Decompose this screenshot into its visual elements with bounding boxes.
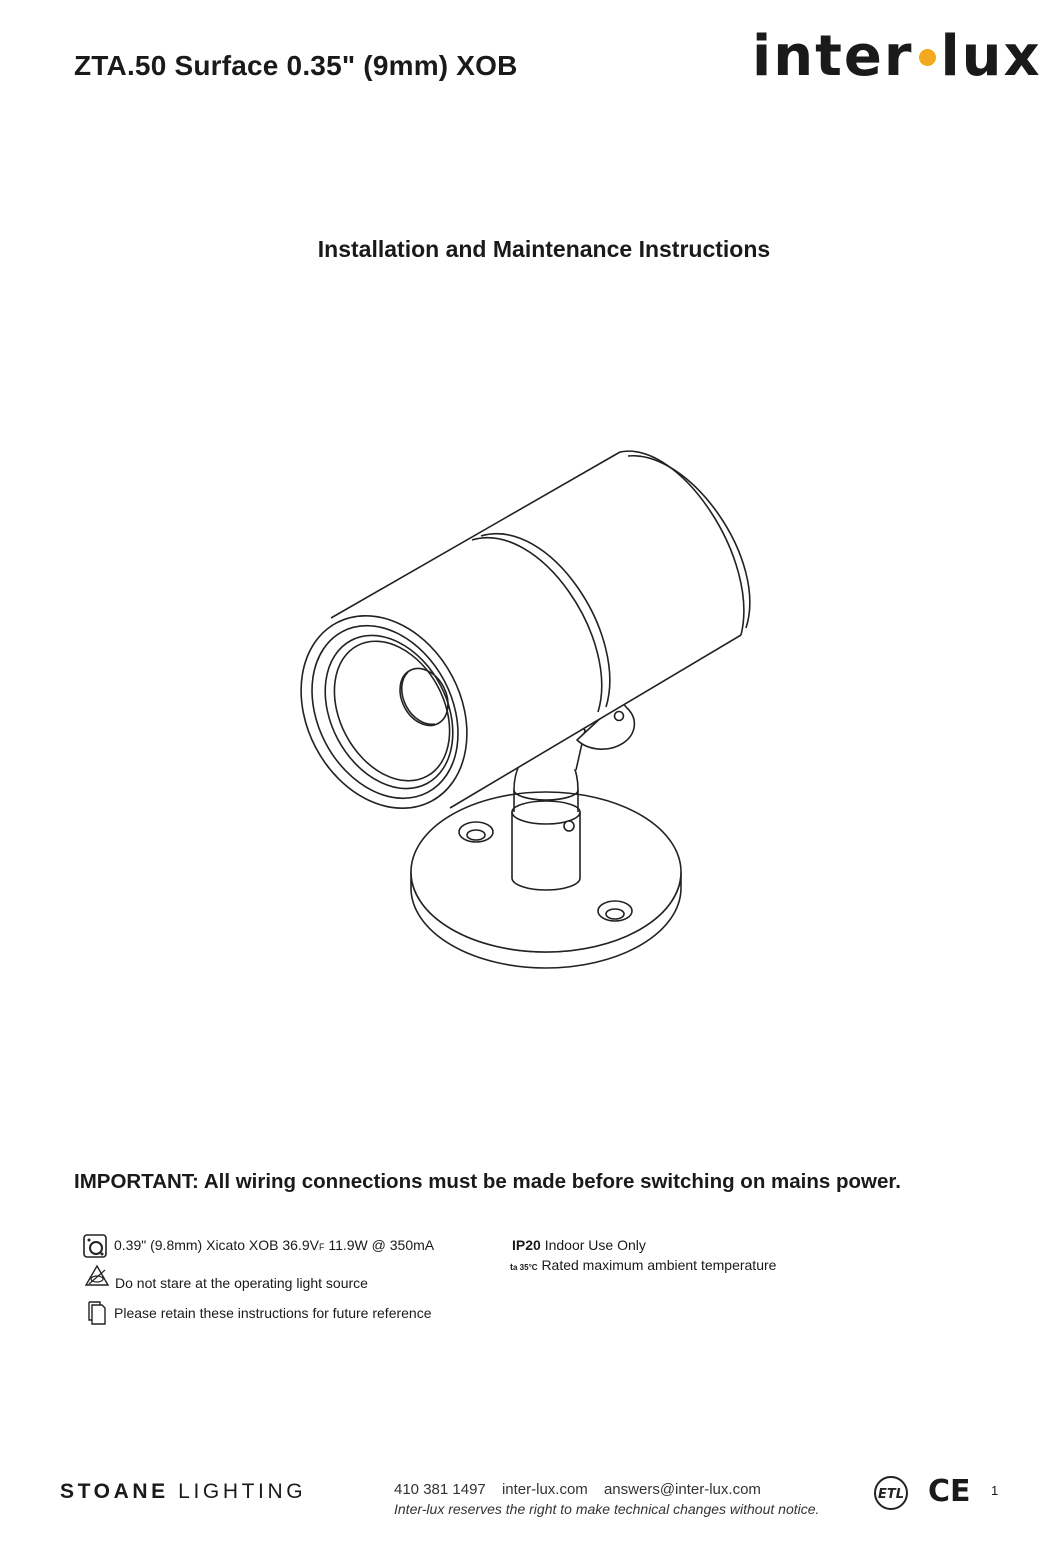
ta-subscript: a 35°C xyxy=(513,1263,538,1272)
ta-symbol: t xyxy=(510,1262,513,1272)
ce-mark: CE xyxy=(928,1474,971,1509)
retain-instructions-text: Please retain these instructions for future reference xyxy=(114,1305,432,1321)
email-link[interactable]: answers@inter-lux.com xyxy=(603,1481,761,1498)
ambient-temperature xyxy=(510,1257,776,1273)
inter-lux-logo xyxy=(752,24,1042,90)
ip-rating-text: Indoor Use Only xyxy=(544,1237,646,1253)
change-notice: Inter-lux reserves the right to make technical changes without notice. xyxy=(394,1501,820,1517)
important-warning: IMPORTANT: All wiring connections must be made before switching on mains power. xyxy=(74,1170,901,1193)
spotlight-fixture-drawing xyxy=(296,446,766,976)
led-spec-text: 0.39" (9.8mm) Xicato XOB 36.9VF 11.9W @ 350mA xyxy=(114,1237,435,1253)
contact-info xyxy=(394,1481,773,1498)
logo-dot-icon xyxy=(919,49,936,66)
ip-rating xyxy=(512,1237,646,1253)
phone-number: 410 381 1497 xyxy=(394,1481,486,1498)
etl-listed-mark xyxy=(872,1474,910,1512)
no-stare-icon xyxy=(84,1264,110,1290)
ip-rating-label: IP20 xyxy=(512,1237,541,1253)
ambient-temperature-text: Rated maximum ambient temperature xyxy=(541,1257,777,1273)
stoane-lighting-logo: STOANE LIGHTING xyxy=(60,1480,307,1503)
logo-text-left: inter xyxy=(752,24,914,89)
svg-text:ETL: ETL xyxy=(877,1487,905,1502)
documents-icon xyxy=(86,1300,112,1326)
document-title: ZTA.50 Surface 0.35" (9mm) XOB xyxy=(74,50,518,81)
website-link[interactable]: inter-lux.com xyxy=(501,1481,588,1498)
no-stare-text: Do not stare at the operating light source xyxy=(115,1275,368,1291)
led-module-icon xyxy=(82,1233,108,1259)
document-subtitle: Installation and Maintenance Instructions xyxy=(317,236,771,262)
logo-text-right: lux xyxy=(940,24,1042,89)
page-number: 1 xyxy=(991,1483,999,1498)
